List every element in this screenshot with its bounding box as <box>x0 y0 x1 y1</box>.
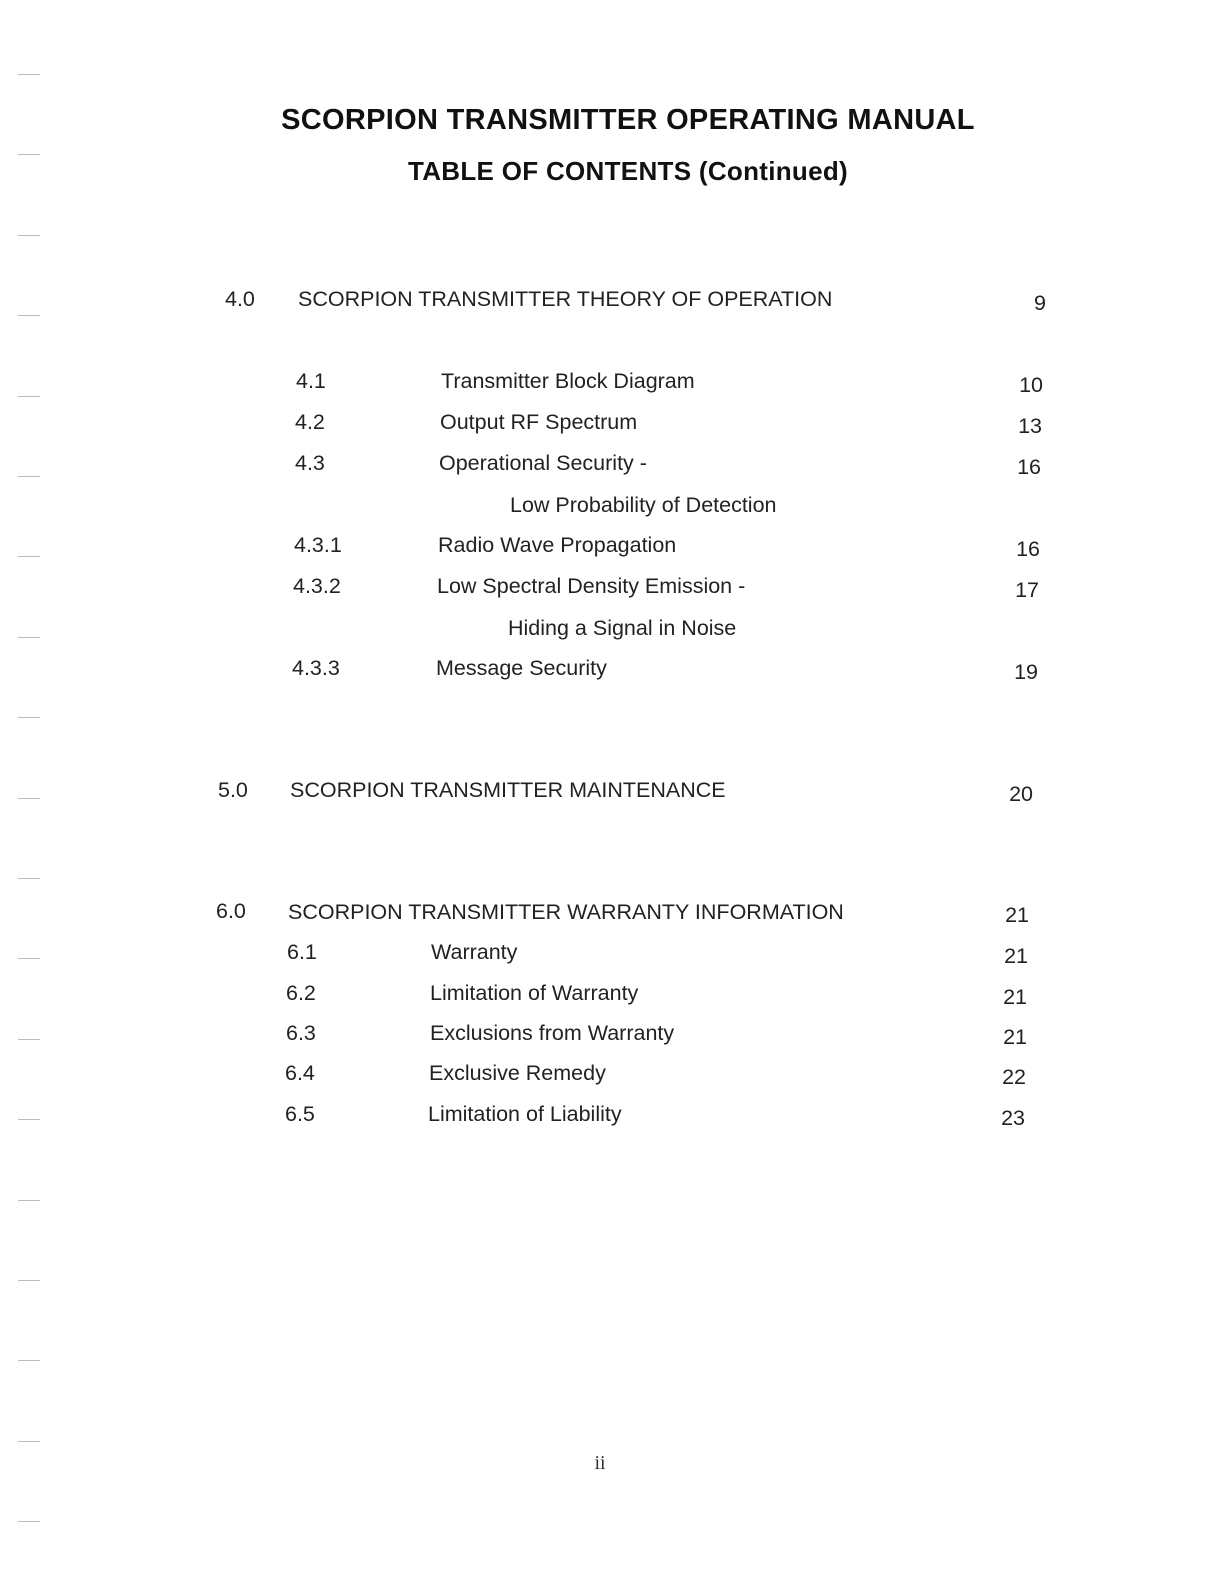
margin-mark <box>18 878 40 879</box>
margin-mark <box>18 1200 40 1201</box>
toc-page: 21 <box>1003 985 1027 1009</box>
toc-number: 4.1 <box>296 369 326 393</box>
toc-number: 6.5 <box>285 1102 315 1126</box>
toc-number: 4.0 <box>225 287 255 311</box>
margin-mark <box>18 1521 40 1522</box>
margin-mark <box>18 1119 40 1120</box>
margin-mark <box>18 798 40 799</box>
toc-number: 4.3.3 <box>292 656 340 680</box>
toc-title: Radio Wave Propagation <box>438 533 677 557</box>
toc-number: 5.0 <box>218 778 248 802</box>
margin-mark <box>18 556 40 557</box>
toc-number: 6.0 <box>216 899 246 923</box>
document-subtitle: TABLE OF CONTENTS (Continued) <box>407 156 849 186</box>
toc-page: 21 <box>1005 903 1029 927</box>
toc-number: 6.4 <box>285 1061 315 1085</box>
toc-title: Warranty <box>431 940 518 964</box>
toc-number: 6.1 <box>287 940 317 964</box>
margin-mark <box>18 476 40 477</box>
toc-page: 16 <box>1016 537 1040 561</box>
margin-mark <box>18 74 40 75</box>
toc-number: 6.2 <box>286 981 316 1005</box>
toc-page: 16 <box>1017 455 1041 479</box>
toc-title: Limitation of Warranty <box>430 981 639 1005</box>
toc-title: Exclusive Remedy <box>429 1061 606 1085</box>
toc-title: Message Security <box>436 656 607 680</box>
margin-mark <box>18 1441 40 1442</box>
toc-number: 6.3 <box>286 1021 316 1045</box>
toc-page: 17 <box>1015 578 1039 602</box>
margin-mark <box>18 154 40 155</box>
margin-mark <box>18 637 40 638</box>
toc-title-continuation: Hiding a Signal in Noise <box>508 616 737 640</box>
toc-page: 23 <box>1001 1106 1025 1130</box>
toc-page: 20 <box>1009 782 1033 806</box>
toc-title: SCORPION TRANSMITTER WARRANTY INFORMATION <box>288 900 844 924</box>
toc-page: 10 <box>1019 373 1043 397</box>
toc-title-continuation: Low Probability of Detection <box>510 493 777 517</box>
margin-mark <box>18 958 40 959</box>
toc-page: 22 <box>1002 1065 1026 1089</box>
toc-title: SCORPION TRANSMITTER THEORY OF OPERATION <box>298 287 833 311</box>
margin-mark <box>18 1039 40 1040</box>
margin-mark <box>18 315 40 316</box>
toc-title: SCORPION TRANSMITTER MAINTENANCE <box>290 778 726 802</box>
toc-number: 4.2 <box>295 410 325 434</box>
toc-page: 19 <box>1014 660 1038 684</box>
toc-title: Operational Security - <box>439 451 647 475</box>
toc-number: 4.3 <box>295 451 325 475</box>
margin-mark <box>18 396 40 397</box>
page-number: ii <box>594 1452 606 1474</box>
toc-title: Transmitter Block Diagram <box>441 369 695 393</box>
toc-title: Low Spectral Density Emission - <box>437 574 746 598</box>
document-title: SCORPION TRANSMITTER OPERATING MANUAL <box>281 104 975 136</box>
toc-page: 21 <box>1004 944 1028 968</box>
margin-mark <box>18 235 40 236</box>
toc-number: 4.3.1 <box>294 533 342 557</box>
toc-page: 21 <box>1003 1025 1027 1049</box>
toc-title: Exclusions from Warranty <box>430 1021 675 1045</box>
margin-mark <box>18 717 40 718</box>
toc-page: 9 <box>1034 291 1046 315</box>
toc-page: 13 <box>1018 414 1042 438</box>
toc-title: Limitation of Liability <box>428 1102 622 1126</box>
margin-mark <box>18 1280 40 1281</box>
toc-title: Output RF Spectrum <box>440 410 638 434</box>
margin-mark <box>18 1360 40 1361</box>
toc-number: 4.3.2 <box>293 574 341 598</box>
